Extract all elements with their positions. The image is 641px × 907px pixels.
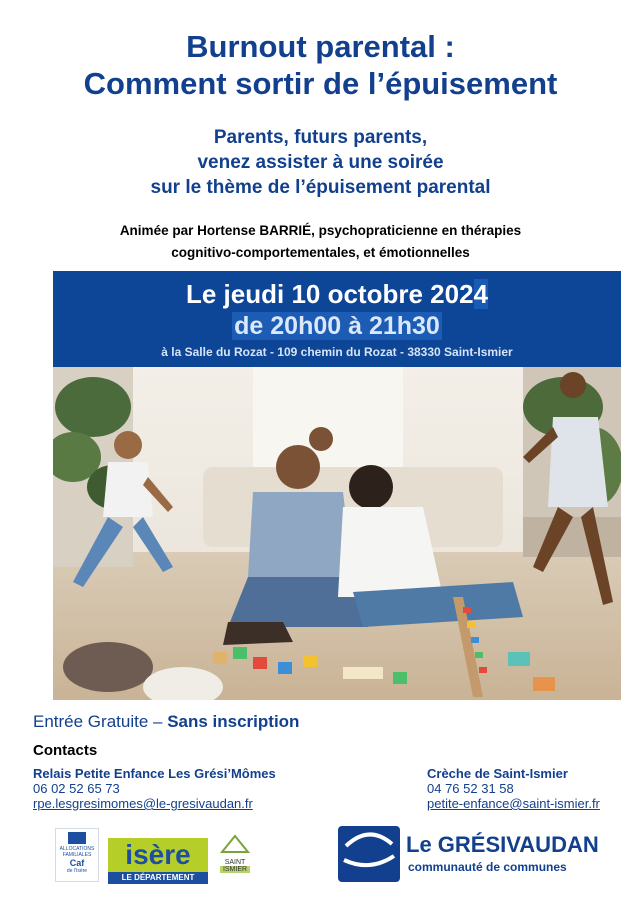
speaker-info [0, 220, 641, 264]
caf-line-4: de l'Isère [66, 868, 88, 874]
speaker-line-2: cognitivo-comportementales, et émotionnelles [171, 245, 470, 260]
page-title [0, 28, 641, 102]
gresivaudan-sub: communauté de communes [408, 860, 567, 874]
subtitle-line-3: sur le thème de l’épuisement parental [150, 177, 491, 198]
saint-ismier-roof-icon [220, 832, 250, 854]
contact-creche-org: Crèche de Saint-Ismier [427, 766, 568, 781]
caf-line-2: FAMILIALES [62, 852, 92, 858]
gresivaudan-logo [338, 826, 598, 886]
event-place: à la Salle du Rozat - 109 chemin du Rozat - 38330 Saint-Ismier [161, 345, 513, 359]
caf-line-3: Caf [69, 858, 85, 868]
contact-rpe-phone: 06 02 52 65 73 [33, 781, 120, 796]
gresivaudan-main: Le GRÉSIVAUDAN [406, 832, 599, 857]
event-date-main: Le jeudi 10 octobre 202 [185, 279, 474, 309]
family-photo-illustration [53, 367, 621, 700]
contact-creche-phone: 04 76 52 31 58 [427, 781, 514, 796]
caf-logo [55, 828, 97, 888]
contact-creche-email[interactable]: petite-enfance@saint-ismier.fr [427, 796, 600, 811]
invitation-text [0, 125, 641, 200]
saint-ismier-logo [220, 832, 250, 892]
title-line-1: Burnout parental : [186, 29, 455, 64]
entry-info [33, 712, 299, 732]
contact-rpe [33, 766, 276, 811]
event-date-last-digit: 4 [473, 279, 489, 309]
entry-bold: Sans inscription [167, 712, 300, 731]
contact-rpe-email[interactable]: rpe.lesgresimomes@le-gresivaudan.fr [33, 796, 253, 811]
saint-ismier-text-1: SAINT [224, 859, 246, 866]
event-date [53, 278, 621, 310]
isere-sub: LE DÉPARTEMENT [108, 872, 208, 884]
subtitle-line-2: venez assister à une soirée [197, 152, 444, 173]
isere-main: isère [108, 838, 208, 872]
event-banner [53, 271, 621, 367]
entry-label: Entrée Gratuite – [33, 712, 168, 731]
speaker-line-1: Animée par Hortense BARRIÉ, psychopraticienne en thérapies [119, 223, 522, 238]
gresivaudan-emblem-icon [338, 826, 400, 882]
caf-line-1: ALLOCATIONS [59, 846, 95, 852]
subtitle-line-1: Parents, futurs parents, [213, 127, 428, 148]
saint-ismier-text-2: ISMIER [220, 866, 250, 873]
contact-rpe-org: Relais Petite Enfance Les Grési’Mômes [33, 766, 276, 781]
family-photo [53, 367, 621, 700]
title-line-2: Comment sortir de l’épuisement [83, 66, 558, 101]
event-time-text: de 20h00 à 21h30 [234, 312, 440, 340]
contact-creche [427, 766, 600, 811]
isere-logo [108, 838, 208, 898]
contacts-heading: Contacts [33, 742, 98, 759]
event-time [53, 311, 621, 341]
